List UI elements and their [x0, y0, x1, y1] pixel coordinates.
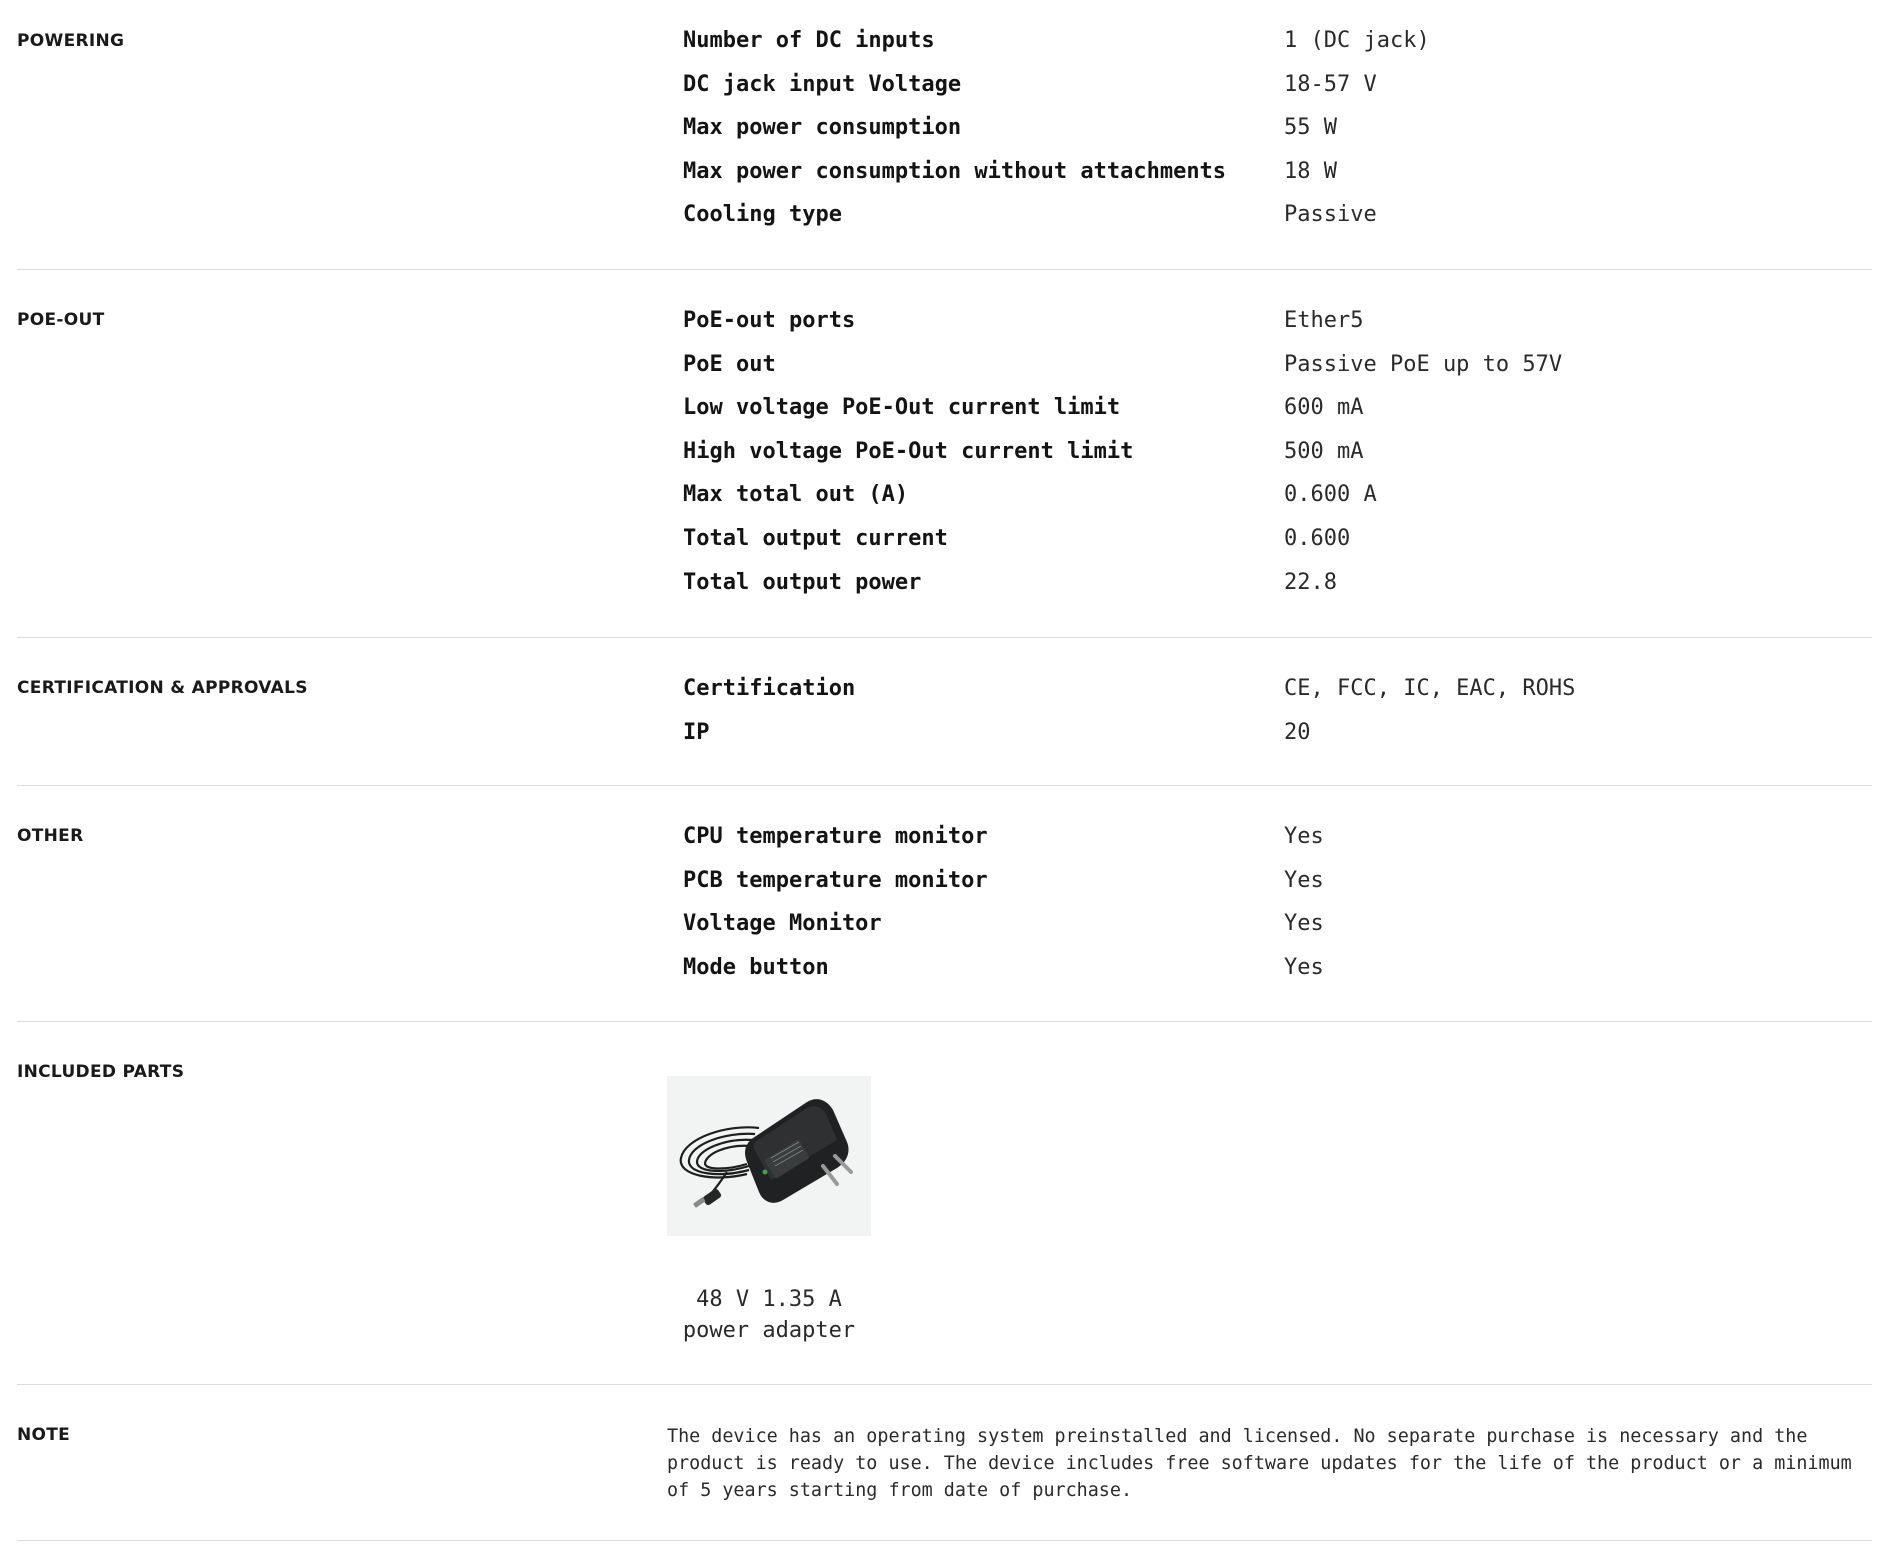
spec-row — [683, 395, 1872, 439]
spec-row — [683, 308, 1872, 352]
section-title-certification: CERTIFICATION & APPROVALS — [17, 678, 308, 698]
spec-row — [683, 868, 1872, 912]
spec-name: Max total out (A) — [683, 482, 909, 508]
spec-row — [683, 352, 1872, 396]
poe-out-rows — [683, 308, 1872, 613]
spec-row — [683, 159, 1872, 203]
note-text: The device has an operating system preinstalled and licensed. No separate purchase is necessary and the product is ready to use. The device includes free software updates for the life of the product or a minimum of 5 years starting from date of purchase. — [667, 1426, 1852, 1501]
spec-value: 55 W — [1284, 115, 1337, 141]
section-certification — [17, 638, 1872, 786]
other-rows — [683, 824, 1872, 998]
spec-name: PoE-out ports — [683, 308, 856, 333]
spec-value: 500 mA — [1284, 438, 1364, 464]
section-note — [17, 1385, 1872, 1541]
spec-value: Passive PoE up to 57V — [1284, 351, 1563, 377]
spec-name: DC jack input Voltage — [683, 71, 962, 97]
spec-value: Passive — [1284, 202, 1377, 228]
section-title-poe-out: POE-OUT — [17, 310, 105, 330]
spec-name: Cooling type — [683, 202, 842, 228]
spec-value: 18 W — [1284, 158, 1337, 184]
spec-row — [683, 115, 1872, 159]
spec-name: Voltage Monitor — [683, 911, 882, 937]
section-title-powering: POWERING — [17, 31, 125, 51]
section-other — [17, 786, 1872, 1022]
spec-value: Yes — [1284, 867, 1324, 893]
certification-rows — [683, 676, 1872, 763]
section-title-other: OTHER — [17, 826, 84, 846]
spec-value: 20 — [1284, 719, 1311, 745]
spec-value: 600 mA — [1284, 395, 1364, 421]
spec-value: Yes — [1284, 954, 1324, 980]
spec-name: PCB temperature monitor — [683, 867, 988, 893]
spec-name: Number of DC inputs — [683, 28, 935, 53]
spec-name: Total output power — [683, 569, 922, 595]
spec-value: 1 (DC jack) — [1284, 28, 1430, 53]
spec-row — [683, 676, 1872, 720]
spec-value: 22.8 — [1284, 569, 1337, 595]
spec-row — [683, 955, 1872, 999]
section-title-note: NOTE — [17, 1425, 71, 1445]
spec-row — [683, 824, 1872, 868]
section-powering — [17, 0, 1872, 270]
spec-value: 0.600 A — [1284, 482, 1377, 508]
spec-name: Total output current — [683, 525, 948, 551]
included-part — [667, 1076, 871, 1346]
spec-value: 18-57 V — [1284, 71, 1377, 97]
spec-value: CE, FCC, IC, EAC, ROHS — [1284, 676, 1576, 701]
part-label — [667, 1284, 871, 1346]
spec-name: Max power consumption without attachments — [683, 158, 1227, 184]
spec-name: IP — [683, 719, 710, 745]
spec-name: PoE out — [683, 351, 776, 377]
spec-row — [683, 720, 1872, 764]
spec-name: Max power consumption — [683, 115, 962, 141]
power-adapter-image — [667, 1076, 871, 1236]
part-label-line1: 48 V 1.35 A — [696, 1287, 842, 1312]
spec-value: Yes — [1284, 911, 1324, 937]
spec-name: CPU temperature monitor — [683, 824, 988, 849]
section-poe-out — [17, 270, 1872, 638]
spec-row — [683, 439, 1872, 483]
spec-row — [683, 526, 1872, 570]
section-title-included-parts: INCLUDED PARTS — [17, 1062, 185, 1082]
specifications-page — [17, 0, 1872, 1541]
spec-row — [683, 72, 1872, 116]
spec-name: Mode button — [683, 954, 829, 980]
spec-value: Yes — [1284, 824, 1324, 849]
spec-name: Certification — [683, 676, 856, 701]
section-included-parts — [17, 1022, 1872, 1385]
powering-rows — [683, 28, 1872, 246]
spec-row — [683, 911, 1872, 955]
power-adapter-icon — [667, 1076, 871, 1236]
part-label-line2: power adapter — [682, 1318, 856, 1343]
spec-row — [683, 570, 1872, 614]
spec-name: Low voltage PoE-Out current limit — [683, 395, 1121, 421]
spec-row — [683, 28, 1872, 72]
spec-row — [683, 482, 1872, 526]
spec-value: 0.600 — [1284, 525, 1351, 551]
spec-name: High voltage PoE-Out current limit — [683, 438, 1134, 464]
spec-value: Ether5 — [1284, 308, 1364, 333]
spec-row — [683, 202, 1872, 246]
